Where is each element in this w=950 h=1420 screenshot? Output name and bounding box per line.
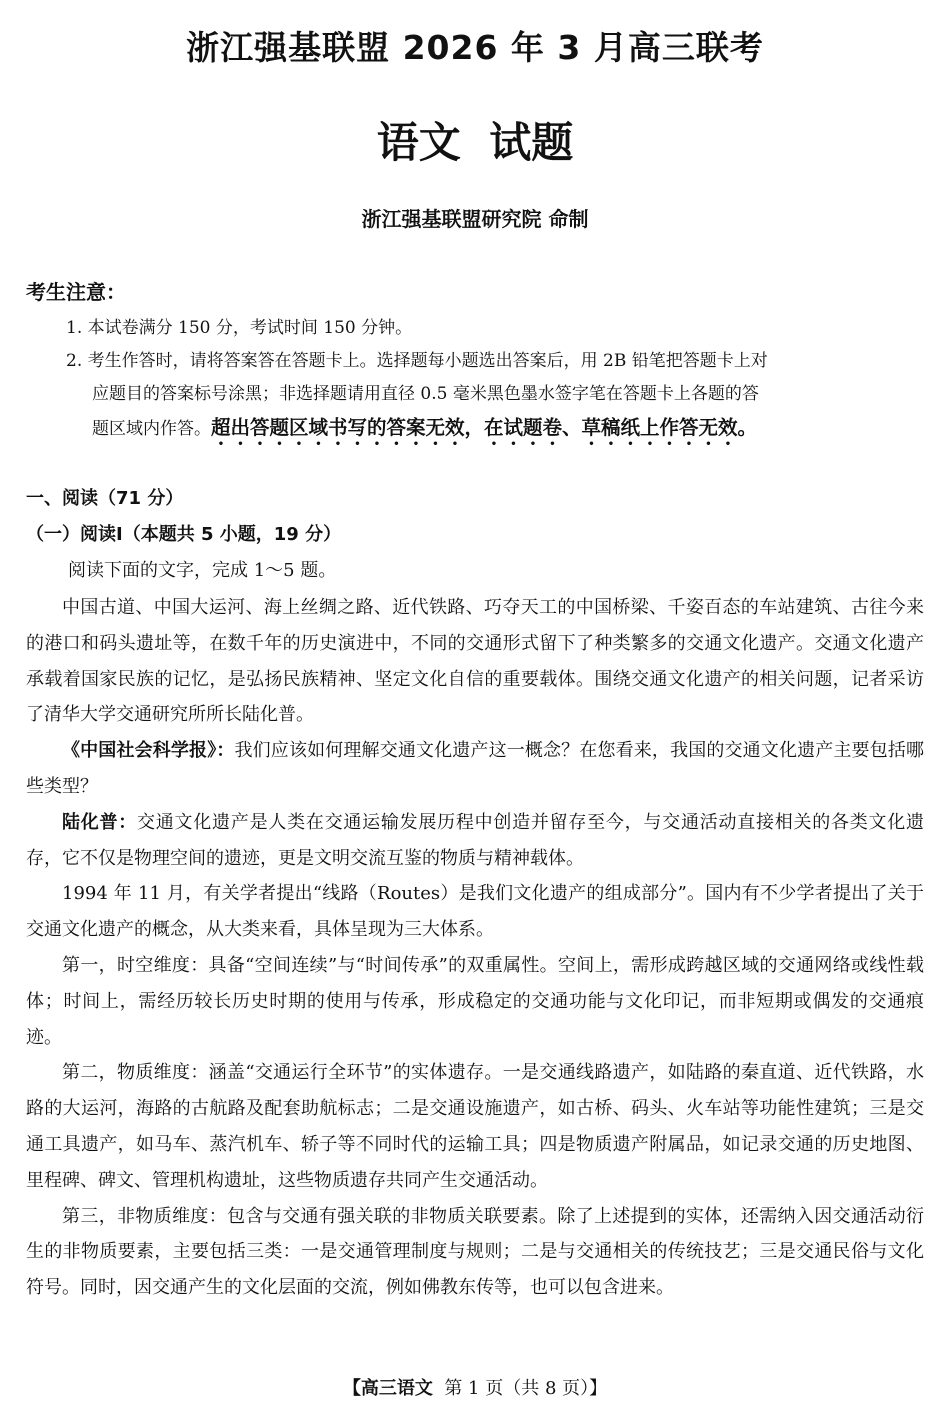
passage-paragraph-4: 1994 年 11 月，有关学者提出“线路（Routes）是我们文化遗产的组成部分”。国内有不少学者提出了关于交通文化遗产的概念，从大类来看，具体呈现为三大体系。 [26,883,924,941]
notice-item-2-line-2: 应题目的答案标号涂黑；非选择题请用直径 0.5 毫米黑色墨水签字笔在答题卡上各题的答 [92,384,759,404]
interviewee-label: 陆化普： [62,811,138,833]
notice-list [26,312,924,450]
footer-page-number: 第 1 页（共 8 页）】 [444,1378,608,1399]
passage-paragraph-1: 中国古道、中国大运河、海上丝绸之路、近代铁路、巧夺天工的中国桥梁、千姿百态的车站建筑、古往今来的港口和码头遗址等，在数千年的历史演进中，不同的交通形式留下了种类繁多的交通文化遗产。交通文化遗产承载着国家民族的记忆，是弘扬民族精神、坚定文化自信的重要载体。围绕交通文化遗产的相关问题，记者采访了清华大学交通研究所所长陆化普。 [26,597,924,726]
section-heading: 一、阅读（71 分） [26,488,184,509]
issuer: 浙江强基联盟研究院 命制 [361,207,589,231]
question-text: 我们应该如何理解交通文化遗产这一概念？在您看来，我国的交通文化遗产主要包括哪些类型？ [26,740,925,797]
invalid-answer-warning: 超出答题区域书写的答案无效，在试题卷、草稿纸上作答无效。 [211,416,758,439]
passage-paragraph-5: 第一，时空维度：具备“空间连续”与“时间传承”的双重属性。空间上，需形成跨越区域的交通网络或线性载体；时间上，需经历较长历史时期的使用与传承，形成稳定的交通功能与文化印记，而非短期或偶发的交通痕迹。 [26,954,924,1048]
notice-heading: 考生注意： [26,280,126,304]
reading-instruction: 阅读下面的文字，完成 1～5 题。 [68,560,337,581]
subsection-heading: （一）阅读Ⅰ（本题共 5 小题，19 分） [26,524,342,545]
exam-title: 浙江强基联盟 2026 年 3 月高三联考 [186,28,764,67]
notice-item-2-line-3 [26,411,924,450]
notice-item-2-line-1: 2. 考生作答时，请将答案答在答题卡上。选择题每小题选出答案后，用 2B 铅笔把答题卡上对 [66,351,768,371]
notice-item-2 [26,345,924,450]
interviewer-label: 《中国社会科学报》： [62,740,235,762]
passage-paragraph-7: 第三，非物质维度：包含与交通有强关联的非物质关联要素。除了上述提到的实体，还需纳入因交通活动衍生的非物质要素，主要包括三类：一是交通管理制度与规则；二是与交通相关的传统技艺；三是交通民俗与文化符号。同时，因交通产生的文化层面的交流，例如佛教东传等，也可以包含进来。 [26,1205,924,1299]
passage-answer [26,805,924,877]
passage-paragraph-6: 第二，物质维度：涵盖“交通运行全环节”的实体遗存。一是交通线路遗产，如陆路的秦直道、近代铁路，水路的大运河，海路的古航路及配套助航标志；二是交通设施遗产，如古桥、码头、火车站等功能性建筑；三是交通工具遗产，如马车、蒸汽机车、轿子等不同时代的运输工具；四是物质遗产附属品，如记录交通的历史地图、里程碑、碑文、管理机构遗址，这些物质遗存共同产生交通活动。 [26,1062,924,1191]
notice-item-1-text: 1. 本试卷满分 150 分，考试时间 150 分钟。 [66,318,413,338]
reading-passage [26,590,924,1306]
passage-question [26,733,924,805]
footer-subject: 【高三语文 [342,1378,433,1399]
notice-item-1 [26,312,924,345]
notice-item-2-plain: 题区域内作答。 [92,419,211,439]
answer-text: 交通文化遗产是人类在交通运输发展历程中创造并留存至今，与交通活动直接相关的各类文化遗存，它不仅是物理空间的遗迹，更是文明交流互鉴的物质与精神载体。 [26,811,925,869]
page-footer [0,1374,950,1400]
subject-title: 语文 试题 [376,118,574,167]
